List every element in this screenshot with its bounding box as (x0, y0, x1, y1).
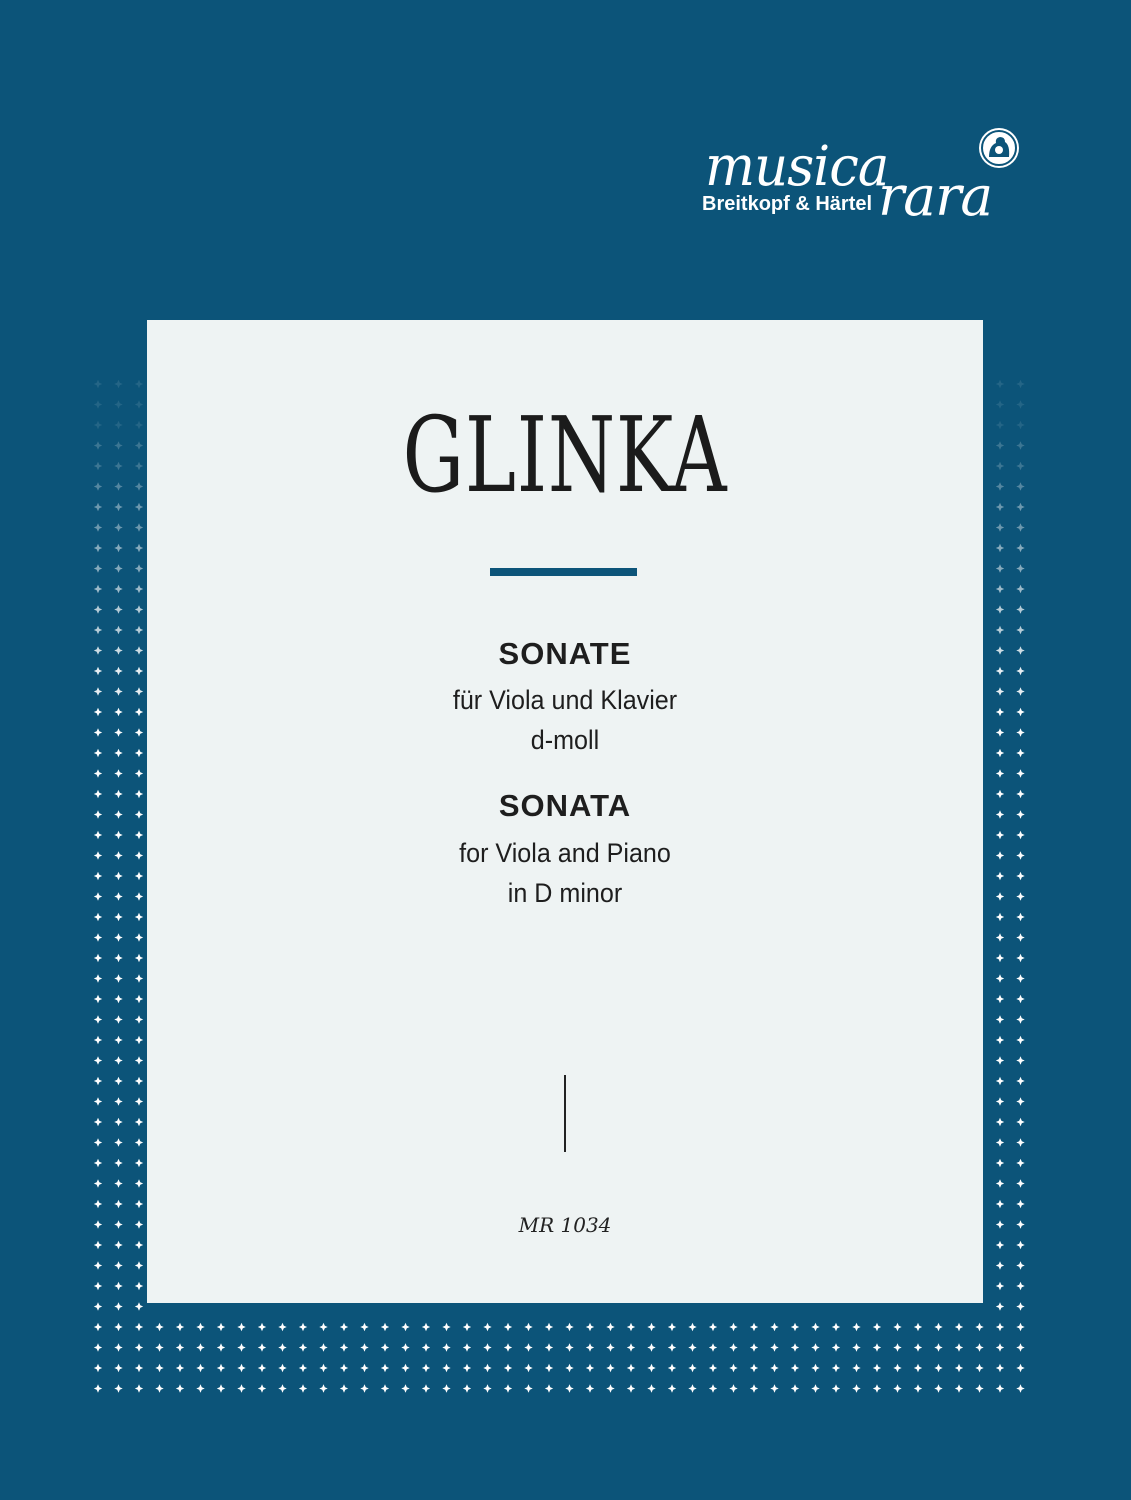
logo-publisher-name: Breitkopf & Härtel (702, 193, 873, 215)
publisher-logo (700, 118, 1040, 228)
vertical-divider (564, 1075, 566, 1152)
title-panel (147, 320, 983, 1303)
accent-divider (490, 568, 637, 576)
subtitle-english-key: in D minor (507, 878, 623, 908)
composer-name: GLINKA (402, 394, 728, 516)
subtitle-english-instrumentation: for Viola and Piano (459, 838, 671, 868)
title-german: SONATE (498, 636, 632, 671)
bh-emblem-icon (975, 124, 1023, 172)
logo-brand-word-1: musica (705, 134, 889, 198)
logo-brand-word-2: rara (878, 164, 993, 228)
title-english: SONATA (498, 788, 632, 823)
catalog-number: MR 1034 (518, 1213, 612, 1237)
subtitle-german-key: d-moll (530, 725, 600, 755)
subtitle-german-instrumentation: für Viola und Klavier (452, 685, 678, 715)
